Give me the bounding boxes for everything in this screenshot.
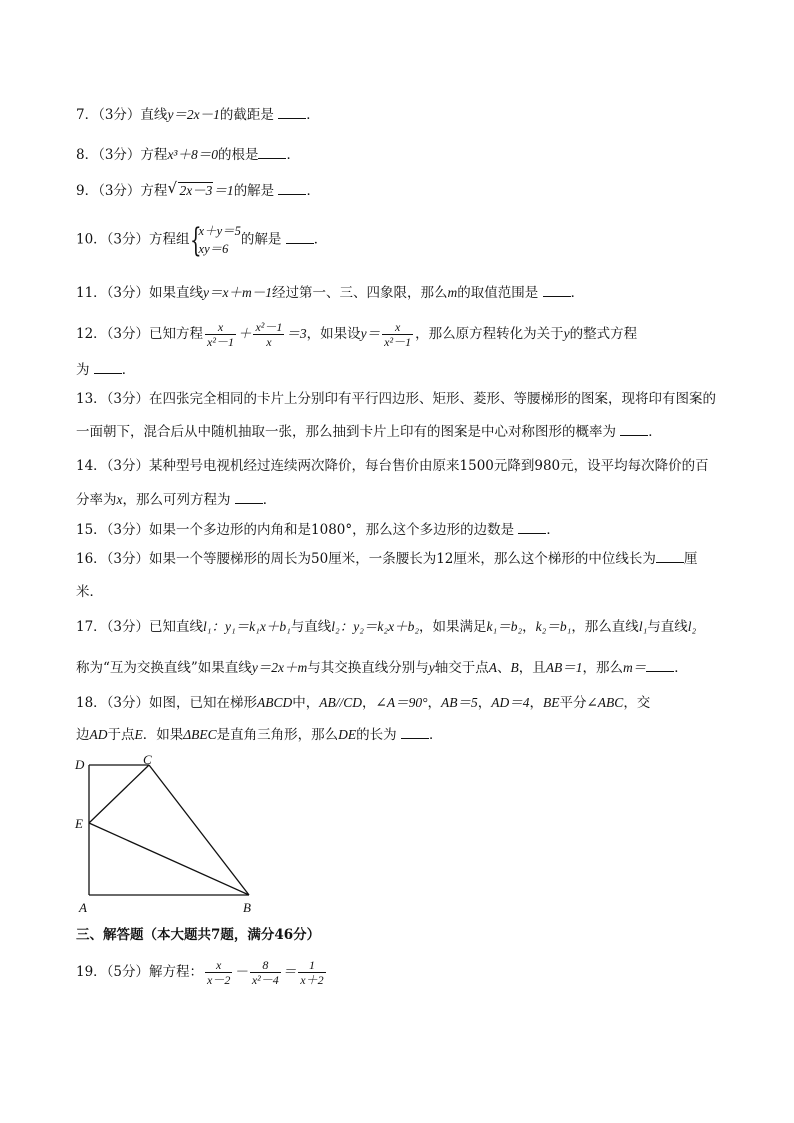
question-17-line2 — [76, 658, 722, 678]
label-C: C — [143, 752, 152, 767]
question-18-line2 — [76, 725, 722, 745]
plus-sign: ＋ — [237, 326, 252, 341]
q10-eq1: x＋y＝5 — [198, 224, 241, 238]
q14-var: x — [116, 492, 123, 507]
period: ． — [570, 285, 585, 301]
q8-text: 8．（3分）方程 — [76, 147, 168, 163]
numerator: x — [216, 958, 222, 972]
q18-text: 平分 — [559, 695, 587, 711]
q17-math: y＝2x＋m — [251, 660, 308, 675]
segment-DE: DE — [338, 727, 357, 742]
question-13 — [76, 383, 722, 449]
parallel-condition: AB//CD — [319, 695, 363, 710]
q17-text: ，那么直线 — [571, 619, 639, 635]
y-axis-var: y — [428, 660, 435, 675]
answer-blank[interactable] — [258, 146, 286, 159]
angle-ABC: ∠ABC — [586, 695, 624, 710]
answer-blank[interactable] — [543, 284, 571, 297]
separator: ， — [529, 695, 543, 711]
denominator: x－2 — [207, 973, 231, 987]
q11-suffix: 的取值范围是 — [457, 285, 543, 301]
sqrt-expression — [167, 181, 213, 201]
numerator: x — [394, 320, 401, 334]
period: ． — [674, 660, 688, 676]
period: ． — [428, 727, 443, 743]
label-E: E — [75, 816, 83, 831]
denominator: x²－1 — [384, 335, 412, 349]
numerator: 1 — [308, 958, 315, 972]
separator: ， — [362, 695, 376, 711]
answer-blank[interactable] — [646, 659, 674, 672]
q10-text: 10．（3分）方程组 — [76, 231, 190, 248]
numerator: x²－1 — [255, 320, 283, 334]
q16-text: 16．（3分）如果一个等腰梯形的周长为50厘米，一条腰长为12厘米，那么这个梯形的中位线长为 — [76, 551, 656, 567]
q9-radicand: 2x－3 — [179, 183, 213, 198]
denominator: x＋2 — [300, 973, 324, 987]
answer-blank[interactable] — [286, 231, 314, 244]
q13-text: 13．（3分）在四张完全相同的卡片上分别印有平行四边形、矩形、菱形、等腰梯形的图案，现将印有图案的一面朝下，混合后从中随机抽取一张，那么抽到卡片上印有的图案是中心对称图形的概率为 — [76, 391, 717, 440]
point-E: E — [134, 727, 143, 742]
side-CB — [149, 765, 249, 895]
q17-text: 与其交换直线分别与 — [307, 660, 429, 676]
period: ． — [648, 424, 662, 440]
q11-var: m — [447, 285, 458, 300]
triangle-BEC: ΔBEC — [183, 727, 217, 742]
radical-sign: √ — [167, 179, 177, 197]
question-12 — [76, 320, 722, 349]
q11-middle: 经过第一、三、四象限，那么 — [272, 285, 448, 301]
period: ． — [313, 231, 328, 248]
question-7 — [76, 105, 722, 125]
question-17 — [76, 617, 722, 637]
q18-text: ．如果 — [142, 727, 184, 743]
label-D: D — [75, 757, 85, 772]
q17-text: ，且 — [518, 660, 546, 676]
equation-system — [190, 222, 241, 258]
q15-text: 15．（3分）如果一个多边形的内角和是1080°，那么这个多边形的边数是 — [76, 522, 519, 538]
ab-length: AB＝5 — [441, 695, 478, 710]
q12-text: 12．（3分）已知方程 — [76, 326, 204, 342]
q14-text: 14．（3分）某种型号电视机经过连续两次降价，每台售价由原来1500元降到980元，设平均每次降价的百分率为 — [76, 458, 709, 508]
q17-text: 与直线 — [290, 619, 332, 635]
q7-text: 7．（3分）直线 — [76, 107, 168, 123]
section-title: 三、解答题（本大题共7题，满分46分） — [76, 927, 321, 943]
separator: 、 — [497, 660, 511, 676]
segment-AD: AD — [89, 727, 108, 742]
q19-text: 19．（5分）解方程： — [76, 964, 204, 980]
question-10 — [76, 222, 722, 258]
q9-suffix: 的解是 — [233, 183, 279, 199]
q12-suffix: ，那么原方程转化为关于 — [415, 326, 564, 342]
l2: l₂ — [687, 619, 697, 634]
question-9 — [76, 181, 722, 201]
q17-text: 轴交于点 — [434, 660, 489, 676]
answer-blank[interactable] — [401, 726, 429, 739]
question-15 — [76, 520, 722, 540]
q12-suffix2: 的整式方程 — [569, 326, 638, 342]
segment-EB — [89, 823, 249, 895]
separator: ， — [427, 695, 441, 711]
minus-sign: － — [234, 964, 248, 979]
q18-text: 于点 — [107, 727, 135, 743]
label-B: B — [243, 900, 251, 915]
ab-condition: AB＝1 — [545, 660, 583, 675]
l1-definition: l₁：y₁＝k₁x＋b₁ — [203, 619, 291, 634]
answer-blank[interactable] — [620, 423, 648, 436]
q8-suffix: 的根是 — [217, 147, 259, 163]
numerator: 8 — [262, 958, 269, 972]
q7-suffix: 的截距是 — [219, 107, 279, 123]
trapezoid-figure — [70, 752, 270, 917]
q12-line2: 为 — [76, 362, 94, 378]
period: ． — [306, 183, 320, 199]
denominator: x²－1 — [207, 335, 234, 349]
m-equals: m＝ — [623, 660, 647, 675]
separator: ， — [477, 695, 492, 711]
y-label: y＝ — [360, 326, 381, 341]
q9-text: 9．（3分）方程 — [76, 183, 168, 199]
fraction — [205, 320, 236, 349]
q9-math: ＝1 — [213, 183, 234, 198]
q8-math: x³＋8＝0 — [167, 147, 218, 162]
answer-blank[interactable] — [94, 361, 122, 374]
q17-text: 称为“互为交换直线”如果直线 — [76, 660, 252, 676]
period: ． — [306, 107, 320, 123]
q18-text: ，交 — [623, 695, 651, 711]
segment-BE: BE — [543, 695, 560, 710]
q10-suffix: 的解是 — [240, 231, 286, 248]
q17-text: 17．（3分）已知直线 — [76, 619, 204, 635]
q17-text: 与直线 — [647, 619, 688, 635]
q11-text: 11．（3分）如果直线 — [76, 285, 204, 301]
q10-eq2: xy＝6 — [198, 242, 229, 256]
question-12-line2 — [76, 360, 722, 380]
numerator: x — [217, 320, 224, 334]
fraction — [205, 958, 232, 987]
answer-blank[interactable] — [278, 182, 306, 195]
answer-blank[interactable] — [656, 550, 684, 563]
fraction — [253, 320, 284, 349]
fraction — [250, 958, 281, 987]
answer-blank[interactable] — [235, 491, 263, 504]
question-16 — [76, 543, 722, 609]
question-14 — [76, 450, 722, 517]
brace-icon: { — [189, 220, 202, 259]
label-A: A — [79, 900, 87, 915]
l1: l₁ — [638, 619, 648, 634]
equals-part: ＝3 — [286, 326, 307, 341]
fraction — [382, 320, 413, 349]
period: ． — [286, 147, 300, 163]
q17-text: ，如果满足 — [419, 619, 487, 635]
q16-suffix: 厘米． — [76, 551, 698, 600]
q18-text: 18．（3分）如图，已知在梯形 — [76, 695, 258, 711]
question-19 — [76, 958, 722, 987]
q11-math: y＝x＋m－1 — [203, 285, 273, 300]
ad-length: AD＝4 — [491, 695, 530, 710]
point-B: B — [510, 660, 519, 675]
q7-math: y＝2x－1 — [167, 107, 220, 122]
q17-text: ，那么 — [582, 660, 624, 676]
angle-condition: ∠A＝90° — [375, 695, 428, 710]
q12-middle: ，如果设 — [306, 326, 361, 342]
equals-sign: ＝ — [282, 964, 297, 979]
question-8 — [76, 145, 722, 165]
q18-text: 是直角三角形，那么 — [216, 727, 339, 743]
question-18 — [76, 693, 722, 713]
q18-text: 的长为 — [356, 727, 401, 743]
denominator: x²－4 — [251, 973, 279, 987]
point-A: A — [488, 660, 498, 675]
trapezoid-name: ABCD — [257, 695, 293, 710]
period: ． — [262, 492, 277, 508]
condition-1: k₁＝b₂ — [486, 619, 523, 634]
period: ． — [121, 362, 136, 378]
fraction — [298, 958, 325, 987]
denominator: x — [253, 334, 284, 349]
q18-text: 边 — [76, 727, 90, 743]
segment-EC — [89, 765, 149, 823]
question-11 — [76, 283, 722, 303]
q12-var: y — [563, 326, 570, 341]
q18-text: 中， — [292, 695, 320, 711]
condition-2: k₂＝b₁ — [535, 619, 572, 634]
answer-blank[interactable] — [518, 521, 546, 534]
q14-suffix: ，那么可列方程为 — [122, 492, 235, 508]
period: ． — [546, 522, 560, 538]
answer-blank[interactable] — [278, 106, 306, 119]
separator: ， — [522, 619, 536, 635]
l2-definition: l₂：y₂＝k₂x＋b₂ — [331, 619, 420, 634]
